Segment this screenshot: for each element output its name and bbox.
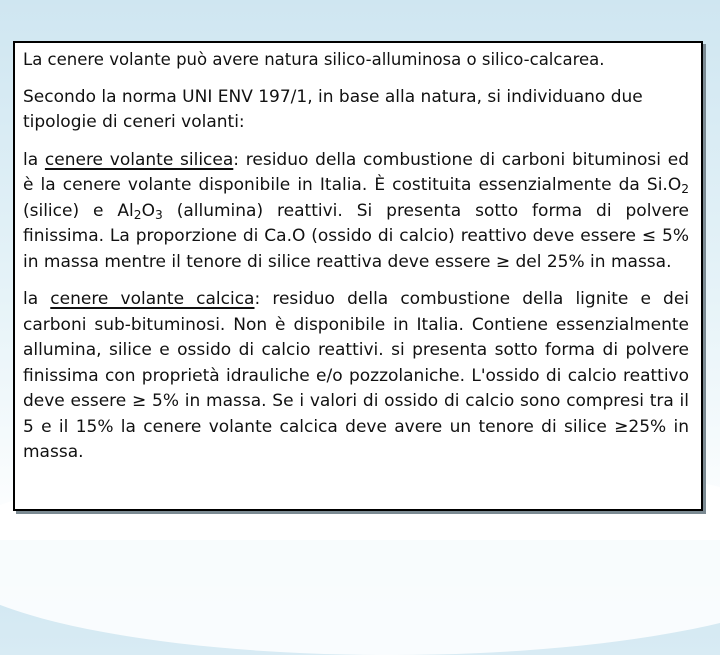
silicea-term: cenere volante silicea bbox=[44, 149, 234, 170]
norm-paragraph: Secondo la norma UNI ENV 197/1, in base alla natura, si individuano due tipologie di ceneri volanti: bbox=[23, 86, 643, 132]
text-box bbox=[13, 41, 703, 511]
calcica-term: cenere volante calcica bbox=[50, 289, 255, 309]
silicea-prefix: la bbox=[23, 149, 45, 170]
silicea-sub-3: 3 bbox=[154, 207, 163, 222]
silicea-text-3: O bbox=[141, 200, 155, 221]
intro-paragraph: La cenere volante può avere natura silico-alluminosa o silico-calcarea. bbox=[23, 50, 605, 69]
silicea-sub-1: 2 bbox=[681, 182, 689, 197]
silicea-text-1: : residuo della combustione di carboni bituminosi ed è la cenere volante disponibile in Italia. È costituita essenzialmente da Si.O bbox=[23, 149, 690, 195]
silicea-text-4: (allumina) reattivi. Si presenta sotto forma di polvere finissima. La proporzione di Ca.O (ossido di calcio) reattivo deve essere ≤ 5% in massa mentre il tenore di silice reattiva deve essere ≥ del 25% in massa. bbox=[23, 200, 690, 272]
silicea-sub-2: 2 bbox=[133, 207, 142, 222]
silicea-text-2: (silice) e Al bbox=[23, 200, 134, 221]
calcica-paragraph bbox=[23, 287, 689, 466]
calcica-text: : residuo della combustione della lignite e dei carboni sub-bituminosi. Non è disponibile in Italia. Contiene essenzialmente allumina, silice e ossido di calcio reattivi. si presenta sotto forma di polvere finissima con proprietà idrauliche e/o pozzolaniche. L'ossido di calcio reattivo deve essere ≥ 5% in massa. Se i valori di ossido di calcio sono compresi tra il 5 e il 15% la cenere volante calcica deve avere un tenore di silice ≥25% in massa. bbox=[23, 289, 690, 462]
silicea-paragraph bbox=[23, 148, 689, 276]
calcica-prefix: la bbox=[23, 289, 51, 309]
